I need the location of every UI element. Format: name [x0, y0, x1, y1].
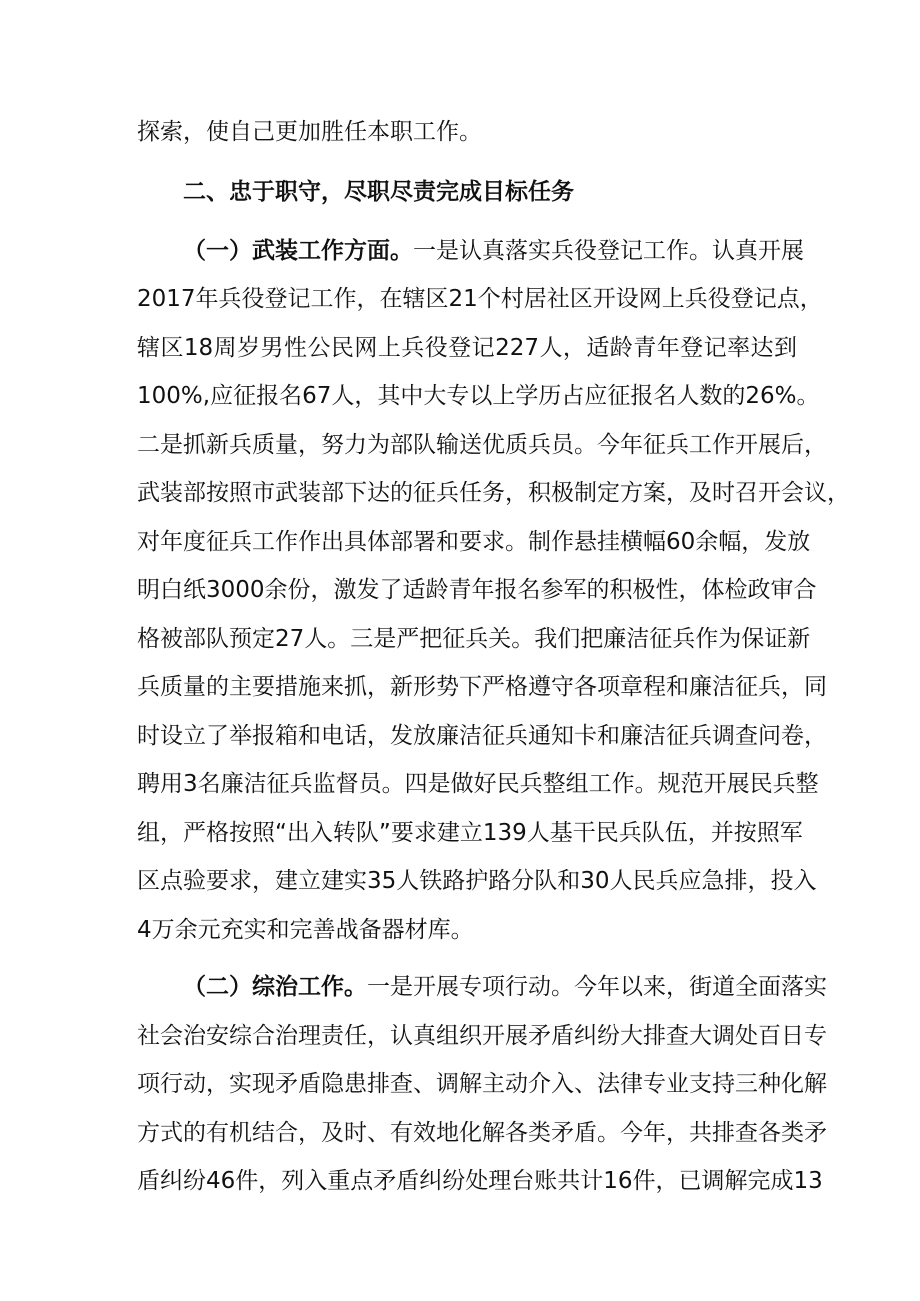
- paragraph-line: 盾纠纷46件，列入重点矛盾纠纷处理台账共计16件，已调解完成13: [137, 1168, 823, 1194]
- paragraph-line: 兵质量的主要措施来抓，新形势下严格遵守各项章程和廉洁征兵，同: [137, 674, 827, 700]
- paragraph-line: 明白纸3000余份，激发了适龄青年报名参军的积极性，体检政审合: [137, 577, 817, 603]
- paragraph-line: 聘用3名廉洁征兵监督员。四是做好民兵整组工作。规范开展民兵整: [137, 771, 819, 797]
- paragraph-line: 方式的有机结合，及时、有效地化解各类矛盾。今年，共排查各类矛: [137, 1120, 827, 1146]
- section-heading: 二、忠于职守，尽职尽责完成目标任务: [183, 179, 574, 205]
- paragraph-line: 4万余元充实和完善战备器材库。: [137, 917, 474, 943]
- paragraph-text: 一是认真落实兵役登记工作。认真开展: [413, 238, 804, 264]
- paragraph-line: 辖区18周岁男性公民网上兵役登记227人，适龄青年登记率达到: [137, 335, 797, 361]
- subsection-heading: （二）综治工作。: [183, 974, 367, 1000]
- paragraph-line: 100%,应征报名67人，其中大专以上学历占应征报名人数的26%。: [137, 383, 820, 409]
- paragraph-line: [183, 236, 804, 266]
- paragraph-text: 一是开展专项行动。今年以来，街道全面落实: [367, 974, 827, 1000]
- paragraph-line: [183, 972, 827, 1002]
- paragraph-line: 二是抓新兵质量，努力为部队输送优质兵员。今年征兵工作开展后，: [137, 432, 827, 458]
- paragraph-line: 对年度征兵工作作出具体部署和要求。制作悬挂横幅60余幅，发放: [137, 529, 811, 555]
- paragraph-line: 社会治安综合治理责任，认真组织开展矛盾纠纷大排查大调处百日专: [137, 1023, 827, 1049]
- paragraph-line: 探索，使自己更加胜任本职工作。: [137, 119, 482, 145]
- paragraph-line: 格被部队预定27人。三是严把征兵关。我们把廉洁征兵作为保证新: [137, 626, 811, 652]
- paragraph-line: 组，严格按照“出入转队”要求建立139人基干民兵队伍，并按照军: [137, 820, 803, 846]
- paragraph-line: 项行动，实现矛盾隐患排查、调解主动介入、法律专业支持三种化解: [137, 1071, 827, 1097]
- paragraph-line: 时设立了举报箱和电话，发放廉洁征兵通知卡和廉洁征兵调查问卷，: [137, 723, 827, 749]
- paragraph-line: 武装部按照市武装部下达的征兵任务，积极制定方案，及时召开会议，: [137, 480, 850, 506]
- paragraph-line: 区点验要求，建立建实35人铁路护路分队和30人民兵应急排，投入: [137, 868, 817, 894]
- subsection-heading: （一）武装工作方面。: [183, 238, 413, 264]
- paragraph-line: 2017年兵役登记工作，在辖区21个村居社区开设网上兵役登记点，: [137, 286, 823, 312]
